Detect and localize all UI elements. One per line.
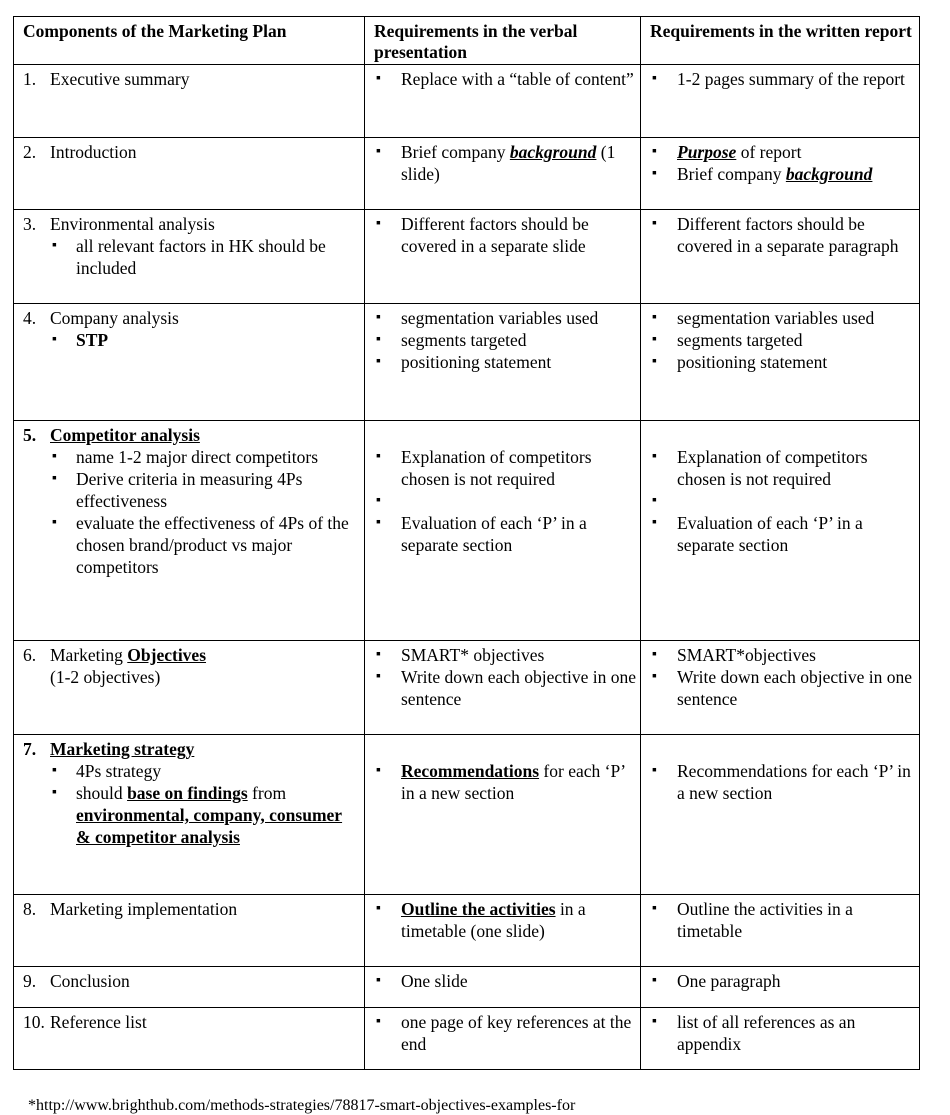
sub-item: ▪ should base on findings from environmental, company, consumer & competitor analysis xyxy=(50,782,360,848)
list-item: ▪ Replace with a “table of content” xyxy=(374,68,636,90)
list-item: ▪ segmentation variables used xyxy=(374,307,636,329)
verbal-cell xyxy=(365,895,641,967)
table-row xyxy=(14,967,920,1008)
written-cell xyxy=(641,1008,920,1070)
component-title: Conclusion xyxy=(50,971,130,991)
component-title: Reference list xyxy=(50,1012,147,1032)
sub-item: ▪ STP xyxy=(50,329,360,351)
list-item: ▪ positioning statement xyxy=(650,351,915,373)
written-cell xyxy=(641,65,920,138)
list-item: ▪ Outline the activities in a timetable xyxy=(650,898,915,942)
header-written: Requirements in the written report xyxy=(641,17,920,65)
list-item: ▪ Write down each objective in one sentence xyxy=(650,666,915,710)
table-row xyxy=(14,65,920,138)
component-title: Competitor analysis xyxy=(50,425,200,445)
table-row xyxy=(14,895,920,967)
table-row xyxy=(14,1008,920,1070)
list-item: ▪ Explanation of competitors chosen is not required xyxy=(374,446,636,490)
written-cell xyxy=(641,138,920,210)
component-title: Marketing strategy xyxy=(50,739,195,759)
list-item: ▪ list of all references as an appendix xyxy=(650,1011,915,1055)
list-item: ▪ Recommendations for each ‘P’ in a new section xyxy=(374,760,636,804)
written-cell xyxy=(641,304,920,421)
written-cell xyxy=(641,967,920,1008)
marketing-plan-table xyxy=(13,16,920,1070)
table-row xyxy=(14,210,920,304)
list-item: ▪ segments targeted xyxy=(374,329,636,351)
list-item: ▪ segmentation variables used xyxy=(650,307,915,329)
list-item: ▪ Recommendations for each ‘P’ in a new section xyxy=(650,760,915,804)
component-title: Objectives xyxy=(127,645,207,665)
component-cell: 8. Marketing implementation xyxy=(14,895,365,967)
component-cell: 4. Company analysis ▪ STP xyxy=(14,304,365,421)
component-cell: 10. Reference list xyxy=(14,1008,365,1070)
verbal-cell xyxy=(365,210,641,304)
verbal-cell xyxy=(365,735,641,895)
verbal-cell xyxy=(365,421,641,641)
list-item: ▪ Explanation of competitors chosen is not required xyxy=(650,446,915,490)
component-cell: 7. Marketing strategy ▪ 4Ps strategy ▪ should base on findings from environmental, company, consumer & competitor analysis xyxy=(14,735,365,895)
verbal-cell xyxy=(365,304,641,421)
verbal-cell xyxy=(365,967,641,1008)
list-item: ▪ Different factors should be covered in a separate paragraph xyxy=(650,213,915,257)
list-item: ▪ Outline the activities in a timetable (one slide) xyxy=(374,898,636,942)
list-item: ▪ Different factors should be covered in a separate slide xyxy=(374,213,636,257)
written-cell xyxy=(641,641,920,735)
written-cell xyxy=(641,895,920,967)
component-cell: 2. Introduction xyxy=(14,138,365,210)
list-item: ▪ Brief company background (1 slide) xyxy=(374,141,636,185)
list-item: ▪ Brief company background xyxy=(650,163,915,185)
header-row xyxy=(14,17,920,65)
component-title: Environmental analysis xyxy=(50,214,215,234)
list-item: ▪ SMART* objectives xyxy=(374,644,636,666)
list-item: ▪ positioning statement xyxy=(374,351,636,373)
footnote-link[interactable]: *http://www.brighthub.com/methods-strategies/78817-smart-objectives-examples-for xyxy=(28,1097,576,1114)
table-row xyxy=(14,735,920,895)
header-components: Components of the Marketing Plan xyxy=(14,17,365,65)
sub-item: ▪ name 1-2 major direct competitors xyxy=(50,446,360,468)
table-row xyxy=(14,641,920,735)
list-item: ▪ Purpose of report xyxy=(650,141,915,163)
list-item: ▪ one page of key references at the end xyxy=(374,1011,636,1055)
sub-item: ▪ evaluate the effectiveness of 4Ps of the chosen brand/product vs major competitors xyxy=(50,512,360,578)
component-cell: 3. Environmental analysis ▪ all relevant factors in HK should be included xyxy=(14,210,365,304)
list-item: ▪ SMART*objectives xyxy=(650,644,915,666)
component-title: Marketing implementation xyxy=(50,899,238,919)
component-cell: 6. Marketing Objectives (1-2 objectives) xyxy=(14,641,365,735)
sub-item: ▪ Derive criteria in measuring 4Ps effectiveness xyxy=(50,468,360,512)
list-item: ▪ One paragraph xyxy=(650,970,915,992)
list-item: ▪ 1-2 pages summary of the report xyxy=(650,68,915,90)
component-cell: 1. Executive summary xyxy=(14,65,365,138)
written-cell xyxy=(641,210,920,304)
component-title: Company analysis xyxy=(50,308,179,328)
sub-item: ▪ 4Ps strategy xyxy=(50,760,360,782)
list-item: ▪ segments targeted xyxy=(650,329,915,351)
table-row xyxy=(14,304,920,421)
written-cell xyxy=(641,421,920,641)
verbal-cell xyxy=(365,65,641,138)
list-item: ▪ One slide xyxy=(374,970,636,992)
list-item: ▪ Write down each objective in one sentence xyxy=(374,666,636,710)
table-row xyxy=(14,138,920,210)
component-cell: 9. Conclusion xyxy=(14,967,365,1008)
component-cell: 5. Competitor analysis ▪ name 1-2 major direct competitors ▪ Derive criteria in measuring 4Ps effectiveness ▪ evaluate the effectiveness of 4Ps of the chosen brand/product vs major competitors xyxy=(14,421,365,641)
verbal-cell xyxy=(365,138,641,210)
written-cell xyxy=(641,735,920,895)
verbal-cell xyxy=(365,1008,641,1070)
verbal-cell xyxy=(365,641,641,735)
sub-item: ▪ all relevant factors in HK should be included xyxy=(50,235,360,279)
header-verbal: Requirements in the verbal presentation xyxy=(365,17,641,65)
component-title: Executive summary xyxy=(50,69,190,89)
component-title: Introduction xyxy=(50,142,137,162)
list-item: ▪ Evaluation of each ‘P’ in a separate section xyxy=(650,512,915,556)
table-row xyxy=(14,421,920,641)
list-item: ▪ Evaluation of each ‘P’ in a separate section xyxy=(374,512,636,556)
